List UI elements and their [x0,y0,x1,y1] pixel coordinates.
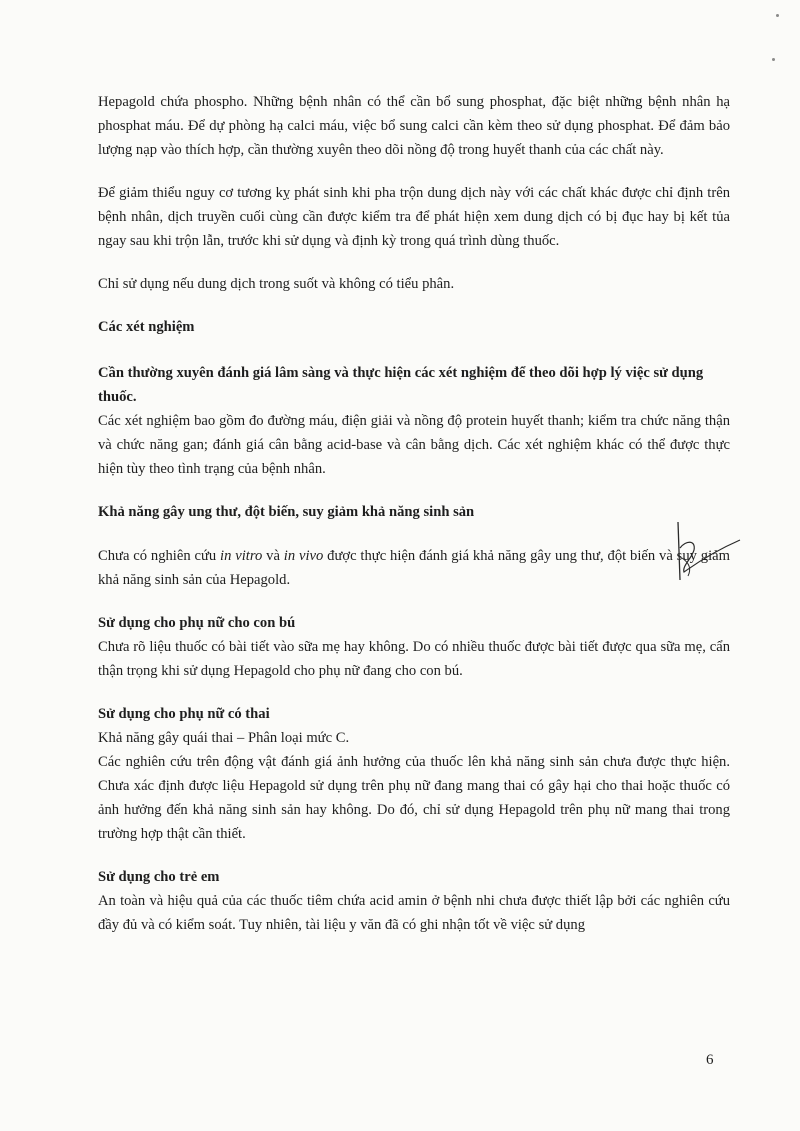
in-vivo-term: in vivo [283,548,324,564]
heading-lactation: Sử dụng cho phụ nữ cho con bú [98,615,296,631]
tests-bold-statement: Cần thường xuyên đánh giá lâm sàng và thực hiện các xét nghiệm để theo dõi hợp lý việc sử dụng thuốc. [98,365,704,405]
page-number: 6 [706,1052,714,1068]
paragraph-clear-solution: Chỉ sử dụng nếu dung dịch trong suốt và không có tiểu phân. [98,276,455,292]
heading-pregnancy: Sử dụng cho phụ nữ có thai [98,706,270,722]
tests-description: Các xét nghiệm bao gồm đo đường máu, điện giải và nồng độ protein huyết thanh; kiểm tra chức năng thận và chức năng gan; đánh giá cân bằng acid-base và cân bằng dịch. Các xét nghiệm khác có thể được thực hiện tùy theo tình trạng của bệnh nhân. [98,413,730,477]
scan-dot [772,58,775,61]
heading-carcinogenicity: Khả năng gây ung thư, đột biến, suy giảm khả năng sinh sản [98,504,475,520]
carcinogenicity-text: Chưa có nghiên cứu in vitro và in vivo được thực hiện đánh giá khả năng gây ung thư, đột biến và suy giảm khả năng sinh sản của Hepagold. [98,548,730,588]
in-vitro-term: in vitro [220,548,263,564]
pregnancy-classification: Khả năng gây quái thai – Phân loại mức C. [98,730,350,746]
heading-children: Sử dụng cho trẻ em [98,869,220,885]
pregnancy-text: Các nghiên cứu trên động vật đánh giá ảnh hưởng của thuốc lên khả năng sinh sản chưa được thực hiện. Chưa xác định được liệu Hepagold sử dụng trên phụ nữ đang mang thai có gây hại cho thai hoặc thuốc có ảnh hưởng đến khả năng sinh sản hay không. Do đó, chỉ sử dụng Hepagold trên phụ nữ mang thai trong trường hợp thật cần thiết. [98,754,730,842]
paragraph-incompatibility: Để giảm thiểu nguy cơ tương kỵ phát sinh khi pha trộn dung dịch này với các chất khác được chỉ định trên bệnh nhân, dịch truyền cuối cùng cần được kiểm tra để phát hiện xem dung dịch có bị đục hay bị kết tủa ngay sau khi trộn lẫn, trước khi sử dụng và định kỳ trong quá trình dùng thuốc. [98,185,730,249]
document-body [98,90,730,956]
children-text: An toàn và hiệu quả của các thuốc tiêm chứa acid amin ở bệnh nhi chưa được thiết lập bởi các nghiên cứu đầy đủ và có kiểm soát. Tuy nhiên, tài liệu y văn đã có ghi nhận tốt về việc sử dụng [98,893,730,933]
signature-mark [668,518,748,588]
heading-tests: Các xét nghiệm [98,319,195,335]
lactation-text: Chưa rõ liệu thuốc có bài tiết vào sữa mẹ hay không. Do có nhiều thuốc được bài tiết được qua sữa mẹ, cẩn thận trọng khi sử dụng Hepagold cho phụ nữ đang cho con bú. [98,639,730,679]
scan-dot [776,14,779,17]
paragraph-phospho: Hepagold chứa phospho. Những bệnh nhân có thể cần bổ sung phosphat, đặc biệt những bệnh nhân hạ phosphat máu. Để dự phòng hạ calci máu, việc bổ sung calci cần kèm theo sử dụng phosphat. Để đảm bảo lượng nạp vào thích hợp, cần thường xuyên theo dõi nồng độ trong huyết thanh của các chất này. [98,94,730,158]
